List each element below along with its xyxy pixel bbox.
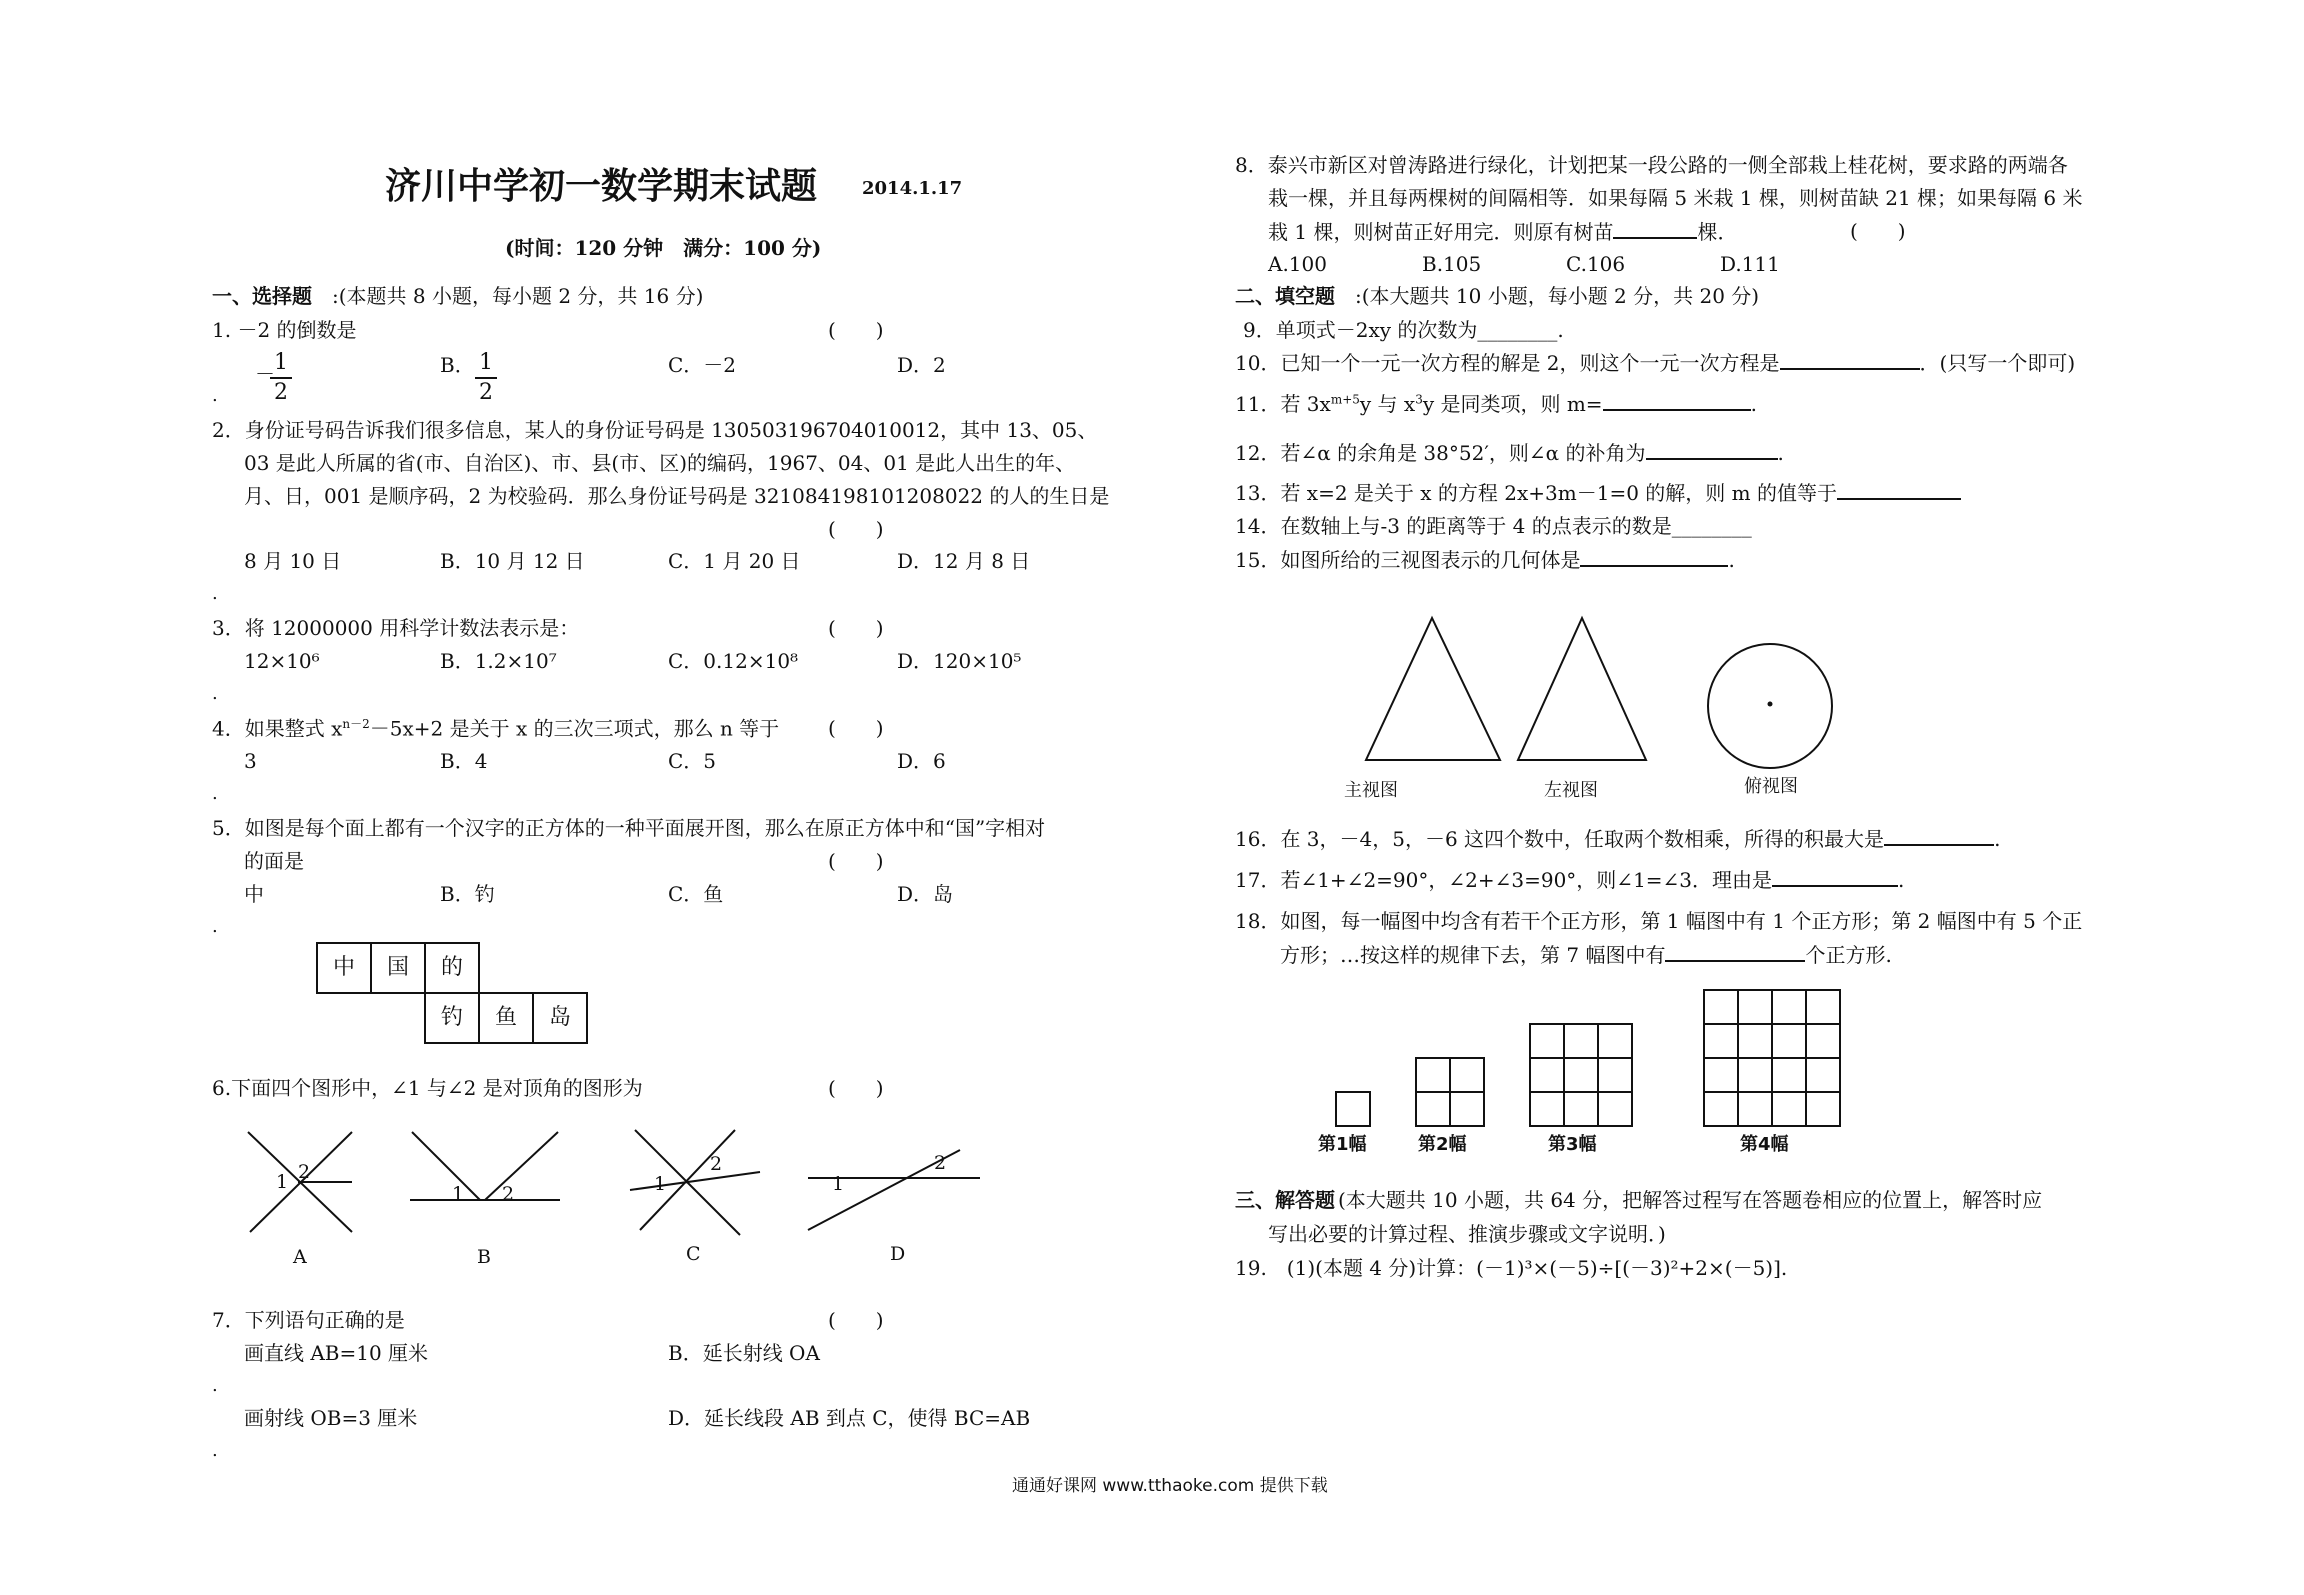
net-cell-diao: 钓 (424, 992, 480, 1044)
q9-text: 9．单项式－2xy 的次数为________. (1243, 318, 1564, 342)
q5-paren: ( ) (828, 849, 884, 873)
q2-option-b: B．10 月 12 日 (440, 549, 585, 573)
grid-4-caption: 第4幅 (1740, 1134, 1789, 1155)
q18-line1: 18．如图，每一幅图中均含有若干个正方形，第 1 幅图中有 1 个正方形；第 2 幅图中有 5 个正 (1235, 909, 2083, 933)
q1-option-b-fraction (475, 352, 497, 404)
fig-c-label: C (686, 1243, 701, 1265)
q5-line1: 5．如图是每个面上都有一个汉字的正方体的一种平面展开图，那么在原正方体中和“国”字相对 (212, 816, 1046, 840)
grid-1 (1336, 1092, 1370, 1126)
q1-b-denominator: 2 (479, 380, 493, 405)
fig-d-angle1: 1 (832, 1173, 845, 1195)
q19-text: 19. (1)(本题 4 分)计算：(－1)³×(－5)÷[(－3)²+2×(－5)]. (1235, 1256, 1788, 1280)
section2-note: :(本大题共 10 小题，每小题 2 分，共 20 分) (1355, 284, 1760, 308)
q8-line1: 8．泰兴市新区对曾涛路进行绿化，计划把某一段公路的一侧全部栽上桂花树，要求路的两端各 (1235, 153, 2068, 177)
footer-credit: 通通好课网 www.tthaoke.com 提供下载 (1012, 1476, 1328, 1496)
q1-a-numerator: 1 (274, 350, 288, 375)
q3-stem: 3．将 12000000 用科学计数法表示是： (212, 616, 580, 640)
q1-a-denominator: 2 (274, 380, 288, 405)
q2-line1: 2．身份证号码告诉我们很多信息，某人的身份证号码是 130503196704010012，其中 13、05、 (212, 418, 1098, 442)
q1-option-b-label: B． (440, 353, 475, 377)
q3-option-b: B．1.2×10⁷ (440, 649, 557, 673)
q5-line2: 的面是 (244, 849, 304, 873)
section3-heading: 三、解答题 (1235, 1188, 1335, 1212)
section2-heading: 二、填空题 (1235, 284, 1335, 308)
q1-stem: 1. －2 的倒数是 (212, 318, 357, 342)
q5-option-b: B．钓 (440, 882, 495, 906)
q1-option-a-sign: － (255, 362, 275, 386)
q2-option-c: C．1 月 20 日 (668, 549, 801, 573)
grid-3 (1530, 1024, 1632, 1126)
q8-paren: ( ) (1850, 219, 1906, 243)
grid-2-caption: 第2幅 (1418, 1134, 1467, 1155)
q7-option-b: B．延长射线 OA (668, 1341, 820, 1365)
q3-paren: ( ) (828, 616, 884, 640)
q15-text: 15．如图所给的三视图表示的几何体是 . (1235, 548, 1735, 572)
q2-line3: 月、日，001 是顺序码，2 为校验码．那么身份证号码是 321084198101208022 的人的生日是 (244, 484, 1110, 508)
fig-c-angle1: 1 (654, 1173, 667, 1195)
front-view-triangle (1366, 618, 1500, 760)
q7-option-c: 画射线 OB=3 厘米 (244, 1406, 418, 1430)
q6-stem: 6.下面四个图形中，∠1 与∠2 是对顶角的图形为 (212, 1076, 643, 1100)
left-view-label: 左视图 (1544, 780, 1598, 801)
q7-stem: 7．下列语句正确的是 (212, 1308, 405, 1332)
section3-line1: (本大题共 10 小题，共 64 分，把解答过程写在答题卷相应的位置上，解答时应 (1338, 1188, 2043, 1212)
page-title: 济川中学初一数学期末试题 (385, 165, 818, 207)
net-cell-guo: 国 (370, 942, 426, 994)
grid-2 (1416, 1058, 1484, 1126)
q8-line2: 栽一棵，并且每两棵树的间隔相等．如果每隔 5 米栽 1 棵，则树苗缺 21 棵；如果每隔 6 米 (1268, 186, 2083, 210)
q8-option-d: D.111 (1720, 252, 1780, 276)
q4-option-d: D．6 (897, 749, 946, 773)
q4-option-a: 3 (244, 749, 257, 773)
fig-b-left-ray (412, 1132, 480, 1200)
q17-text: 17．若∠1+∠2=90°，∠2+∠3=90°，则∠1=∠3．理由是 . (1235, 868, 1905, 892)
fig-a-angle2: 2 (298, 1161, 311, 1183)
q4-option-b: B．4 (440, 749, 488, 773)
q2-line2: 03 是此人所属的省(市、自治区)、市、县(市、区)的编码，1967、04、01 是此人出生的年、 (244, 451, 1076, 475)
q1-option-c: C．－2 (668, 353, 737, 377)
q1-option-a-fraction (270, 352, 292, 404)
exam-date: 2014.1.17 (862, 178, 963, 199)
grid-4 (1704, 990, 1840, 1126)
fig-a-angle1: 1 (276, 1171, 289, 1193)
q3-option-a: 12×10⁶ (244, 649, 320, 673)
q4-option-c: C．5 (668, 749, 717, 773)
front-view-label: 主视图 (1344, 780, 1398, 801)
net-cell-dao: 岛 (532, 992, 588, 1044)
q5-option-d: D．岛 (897, 882, 954, 906)
q7-option-a: 画直线 AB=10 厘米 (244, 1341, 429, 1365)
q3-option-d: D．120×10⁵ (897, 649, 1022, 673)
fig-b-right-ray (485, 1132, 558, 1200)
fig-c-angle2: 2 (710, 1153, 723, 1175)
q5-option-c: C．鱼 (668, 882, 724, 906)
q8-option-c: C.106 (1566, 252, 1626, 276)
top-view-center-dot (1768, 702, 1773, 707)
q2-option-d: D．12 月 8 日 (897, 549, 1031, 573)
q8-line3: 栽 1 棵，则树苗正好用完．则原有树苗 棵． (1268, 220, 1738, 244)
q18-line2: 方形；…按这样的规律下去，第 7 幅图中有 个正方形. (1280, 943, 1892, 967)
q14-text: 14．在数轴上与-3 的距离等于 4 的点表示的数是________ (1235, 514, 1752, 538)
q2-option-a: 8 月 10 日 (244, 549, 342, 573)
q6-paren: ( ) (828, 1076, 884, 1100)
q5-option-a: 中 (244, 882, 264, 906)
q1-option-d: D．2 (897, 353, 946, 377)
fig-b-angle2: 2 (502, 1183, 515, 1205)
fig-a-label: A (293, 1246, 307, 1268)
q7-paren: ( ) (828, 1308, 884, 1332)
square-grids-figure (1320, 980, 1880, 1130)
q2-paren: ( ) (828, 517, 884, 541)
q11-text: 11．若 $3x^{m+5}y$ 与 $x^3y$ 是同类项，则 m= . (1235, 392, 1757, 416)
q1-paren: ( ) (828, 318, 884, 342)
q8-option-a: A.100 (1268, 252, 1327, 276)
q7-option-d: D．延长线段 AB 到点 C，使得 BC=AB (668, 1406, 1031, 1430)
net-cell-de: 的 (424, 942, 480, 994)
fig-b-angle1: 1 (452, 1183, 465, 1205)
section3-line2: 写出必要的计算过程、推演步骤或文字说明．) (1268, 1222, 1666, 1246)
grid-3-caption: 第3幅 (1548, 1134, 1597, 1155)
q4-stem: 4．如果整式 $x^{n-2}-5x+2$ 是关于 x 的三次三项式，那么 n 等于 (212, 716, 780, 741)
fig-b-label: B (477, 1246, 491, 1268)
section1-heading: 一、选择题 (212, 284, 312, 308)
exam-subtitle: (时间：120 分钟 满分：100 分) (505, 236, 822, 260)
three-views-figure (1300, 610, 1860, 770)
q4-paren: ( ) (828, 716, 884, 740)
fig-c-line3 (630, 1172, 760, 1190)
net-cell-zhong: 中 (316, 942, 372, 994)
grid-1-caption: 第1幅 (1318, 1134, 1367, 1155)
q8-option-b: B.105 (1422, 252, 1482, 276)
q3-option-c: C．0.12×10⁸ (668, 649, 799, 673)
fig-d-angle2: 2 (934, 1152, 947, 1174)
top-view-label: 俯视图 (1744, 776, 1798, 797)
q1-b-numerator: 1 (479, 350, 493, 375)
fig-d-label: D (890, 1243, 906, 1265)
q10-text: 10．已知一个一元一次方程的解是 2，则这个一元一次方程是 ．(只写一个即可) (1235, 351, 2076, 375)
left-view-triangle (1518, 618, 1646, 760)
q12-text: 12．若∠α 的余角是 38°52′，则∠α 的补角为 . (1235, 441, 1784, 465)
section1-note: :(本题共 8 小题，每小题 2 分，共 16 分) (332, 284, 704, 308)
q13-text: 13．若 x=2 是关于 x 的方程 2x+3m－1=0 的解，则 m 的值等于 (1235, 482, 1961, 503)
q16-text: 16．在 3，－4，5，－6 这四个数中，任取两个数相乘，所得的积最大是 . (1235, 827, 2001, 851)
net-cell-yu: 鱼 (478, 992, 534, 1044)
